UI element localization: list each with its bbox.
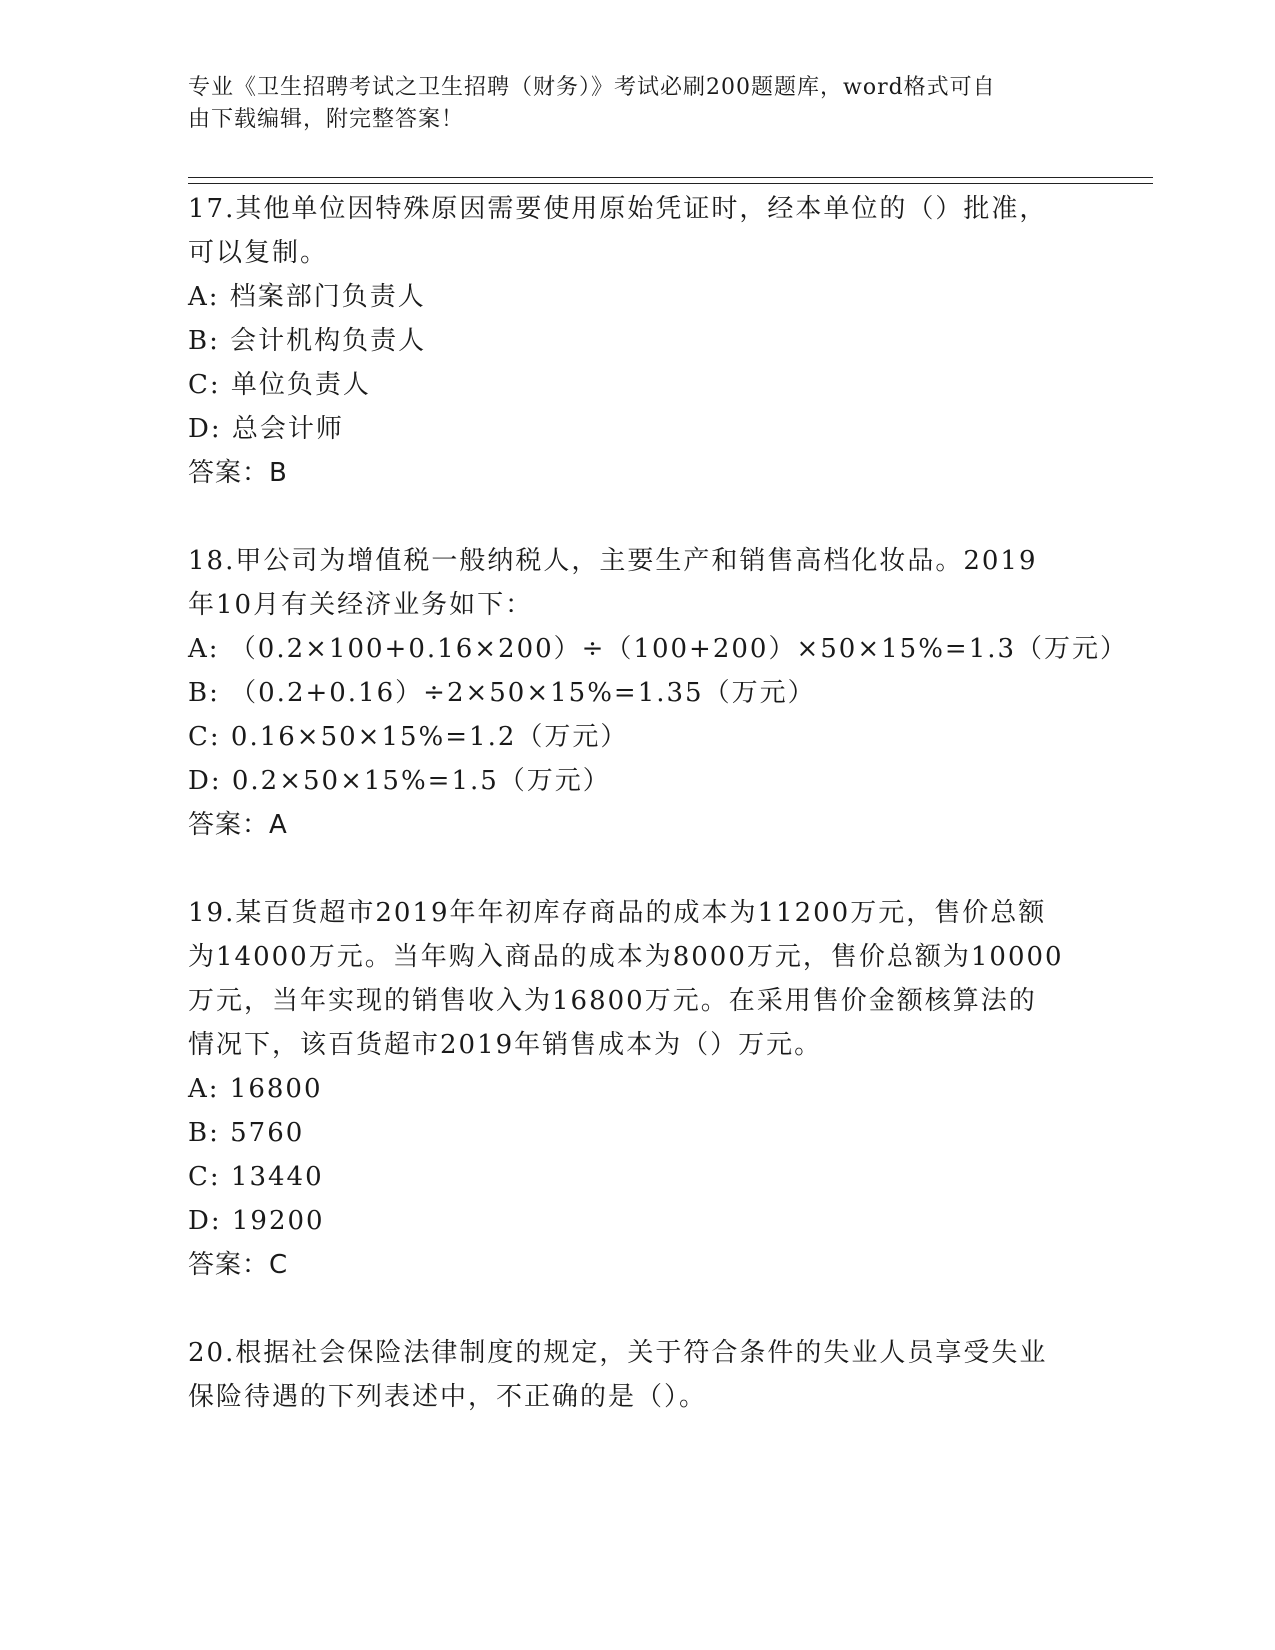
option-b: B: 会计机构负责人	[188, 326, 427, 356]
question-text-line: 17.其他单位因特殊原因需要使用原始凭证时，经本单位的（）批准，	[188, 194, 1048, 224]
question-text-line: 万元，当年实现的销售收入为16800万元。在采用售价金额核算法的	[188, 986, 1037, 1016]
option-d: D: 19200	[188, 1206, 325, 1236]
answer-label: 答案：C	[188, 1250, 289, 1280]
question-text-line: 为14000万元。当年购入商品的成本为8000万元，售价总额为10000	[188, 942, 1064, 972]
option-c: C: 13440	[188, 1162, 324, 1192]
option-a: A: 档案部门负责人	[188, 282, 426, 312]
option-c: C: 0.16×50×15%=1.2（万元）	[188, 722, 629, 752]
question-text-line: 20.根据社会保险法律制度的规定，关于符合条件的失业人员享受失业	[188, 1338, 1048, 1368]
question-text-line: 18.甲公司为增值税一般纳税人，主要生产和销售高档化妆品。2019	[188, 546, 1038, 576]
option-c: C: 单位负责人	[188, 370, 371, 400]
option-a: A: 16800	[188, 1074, 323, 1104]
header-line-1: 专业《卫生招聘考试之卫生招聘（财务）》考试必刷200题题库，word格式可自	[188, 75, 996, 100]
question-text-line: 19.某百货超市2019年年初库存商品的成本为11200万元，售价总额	[188, 898, 1047, 928]
question-text-line: 保险待遇的下列表述中，不正确的是（）。	[188, 1382, 708, 1412]
header-line-2: 由下载编辑，附完整答案！	[188, 107, 465, 132]
answer-label: 答案：A	[188, 810, 288, 840]
option-b: B: （0.2+0.16）÷2×50×15%=1.35（万元）	[188, 678, 816, 708]
option-d: D: 总会计师	[188, 414, 344, 444]
header-divider-top	[188, 177, 1153, 178]
option-b: B: 5760	[188, 1118, 305, 1148]
header-divider-bottom	[188, 183, 1153, 184]
question-text-line: 可以复制。	[188, 238, 329, 268]
option-a: A: （0.2×100+0.16×200）÷（100+200）×50×15%=1.3（万元）	[188, 634, 1129, 664]
question-text-line: 情况下，该百货超市2019年销售成本为（）万元。	[188, 1030, 823, 1060]
answer-label: 答案：B	[188, 458, 288, 488]
question-text-line: 年10月有关经济业务如下：	[188, 590, 534, 620]
document-header	[188, 72, 1068, 136]
option-d: D: 0.2×50×15%=1.5（万元）	[188, 766, 611, 796]
